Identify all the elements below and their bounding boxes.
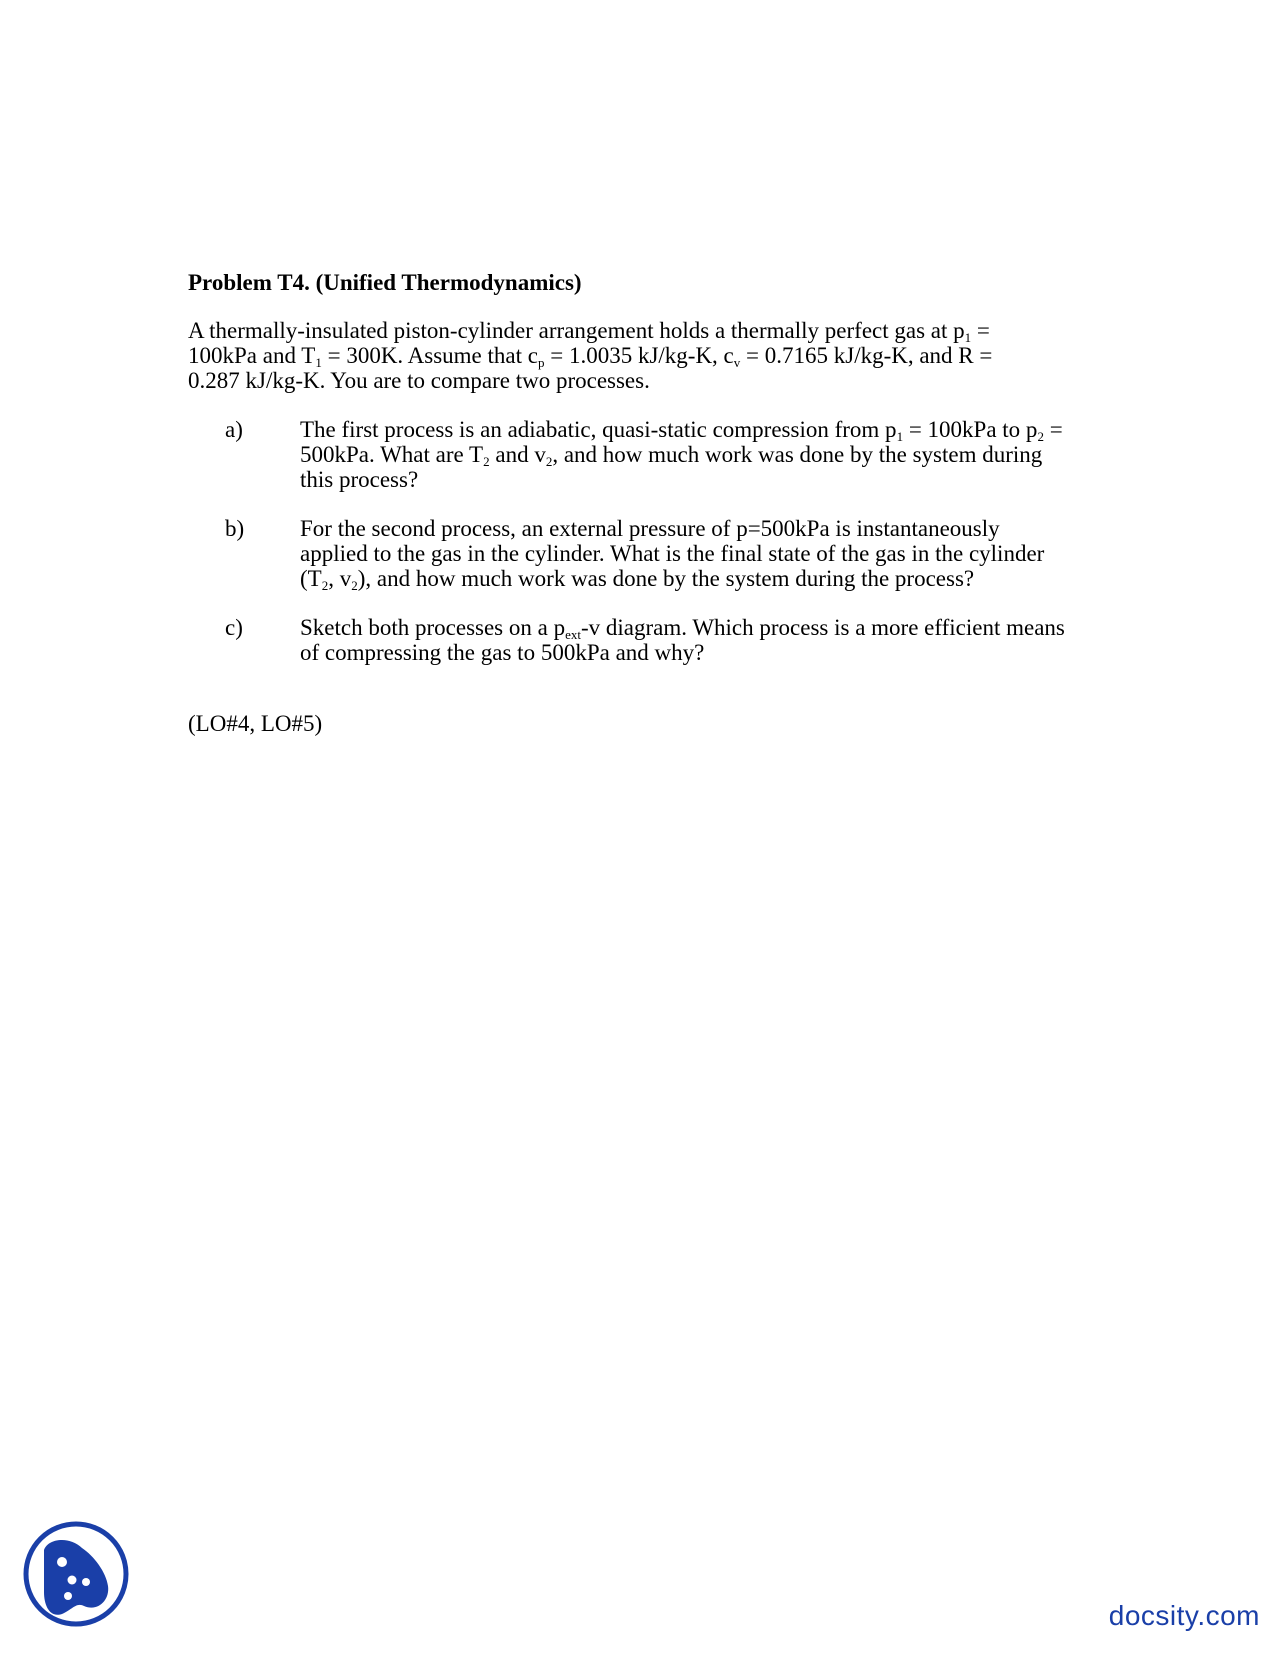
logo-dot-4: [64, 1592, 72, 1600]
docsity-logo-graphic: [22, 1520, 130, 1628]
part-a-line-2: 500kPa. What are $T_2$ and $v_2$, and how much work was done by the system during: [300, 442, 1043, 469]
part-a-line-3: this process?: [300, 467, 419, 492]
part-a: [225, 417, 1098, 492]
problem-intro: [188, 318, 1098, 393]
docsity-logo-icon[interactable]: [22, 1520, 130, 1628]
problem-title: Problem T4. (Unified Thermodynamics): [188, 270, 582, 295]
part-c-marker: c): [225, 615, 243, 640]
part-b-marker: b): [225, 516, 245, 541]
logo-dot-2: [68, 1576, 77, 1585]
part-b-line-1: For the second process, an external pressure of p=500kPa is instantaneously: [300, 516, 1000, 541]
part-a-marker: a): [225, 417, 243, 442]
intro-line-3: 0.287 kJ/kg-K. You are to compare two processes.: [188, 368, 650, 393]
problem-parts-list: [188, 417, 1098, 665]
part-b-line-3: ($T_2$, $v_2$), and how much work was done by the system during the process?: [300, 566, 975, 593]
part-b-line-2: applied to the gas in the cylinder. What is the final state of the gas in the cylinder: [300, 541, 1045, 566]
part-b: [225, 516, 1098, 591]
logo-dot-1: [57, 1557, 67, 1567]
intro-line-2: 100kPa and $T_1 = 300K$. Assume that $c_p = 1.0035$ kJ/kg-K, $c_v = 0.7165$ kJ/kg-K, and R =: [188, 343, 993, 370]
document-page: [188, 270, 1098, 736]
docsity-brand-link[interactable]: docsity.com: [1108, 1600, 1260, 1631]
learning-objectives: (LO#4, LO#5): [188, 711, 323, 736]
part-c-line-2: of compressing the gas to 500kPa and why?: [300, 640, 705, 665]
logo-dot-3: [82, 1578, 90, 1586]
intro-line-1: A thermally-insulated piston-cylinder arrangement holds a thermally perfect gas at $p_1$ =: [188, 318, 990, 345]
part-c: [225, 615, 1098, 665]
part-c-line-1: Sketch both processes on a $p_{ext}-v$ diagram. Which process is a more efficient means: [300, 615, 1065, 642]
part-a-line-1: The first process is an adiabatic, quasi-static compression from $p_1 = 100kPa$ to $p_2$ =: [300, 417, 1063, 444]
